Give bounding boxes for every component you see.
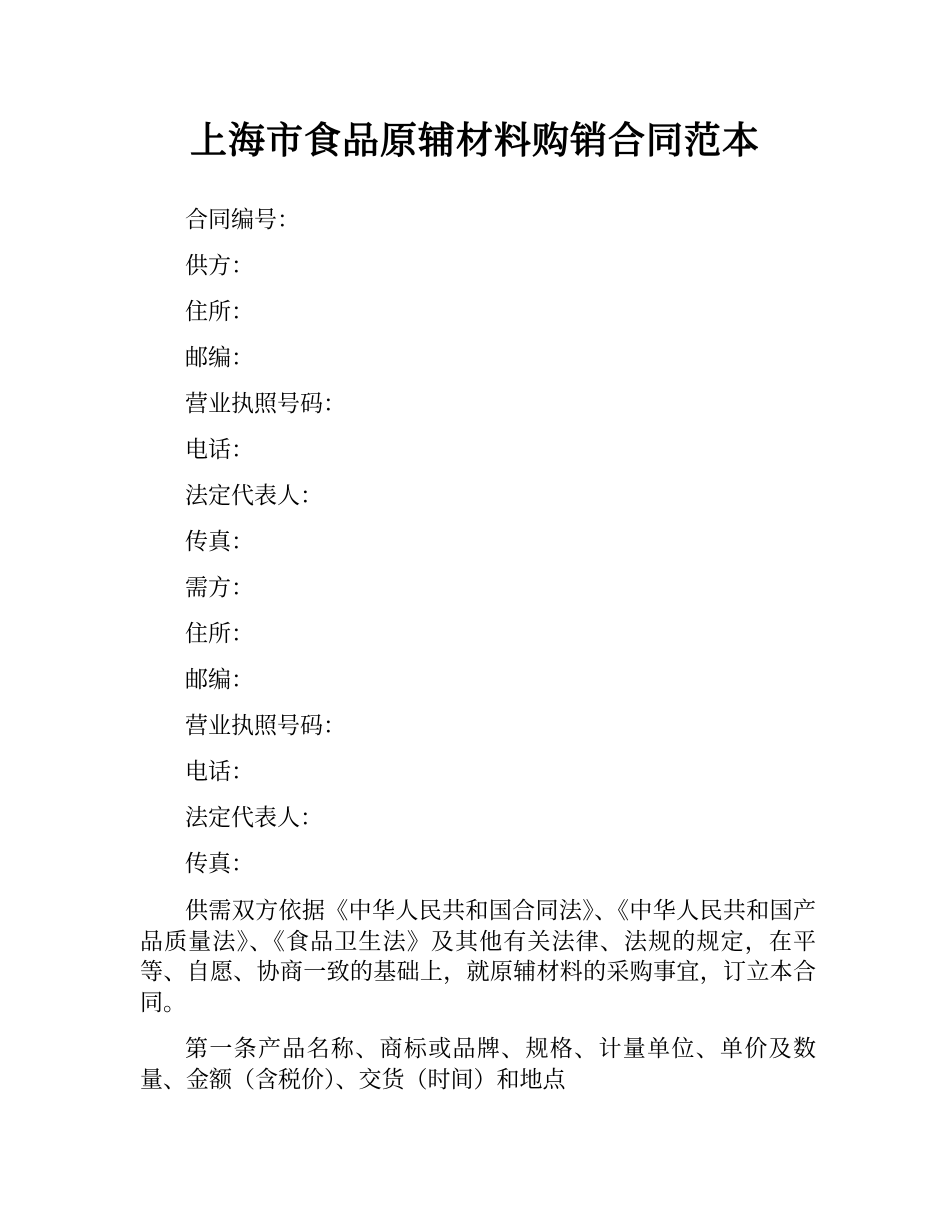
document-title: 上海市食品原辅材料购销合同范本 <box>190 119 760 162</box>
preamble-paragraph: 供需双方依据《中华人民共和国合同法》、《中华人民共和国产品质量法》、《食品卫生法》及其他有关法律、法规的规定，在平等、自愿、协商一致的基础上，就原辅材料的采购事宜，订立本合同。 <box>140 898 816 1016</box>
buyer-business-license-label: 营业执照号码： <box>185 713 346 739</box>
supplier-fax-label: 传真： <box>185 529 254 555</box>
supplier-address-label: 住所： <box>185 299 254 325</box>
contract-number-label: 合同编号： <box>185 207 300 233</box>
buyer-fax-label: 传真： <box>185 851 254 877</box>
buyer-phone-label: 电话： <box>185 759 254 785</box>
buyer-postcode-label: 邮编： <box>185 667 254 693</box>
supplier-label: 供方： <box>185 253 254 279</box>
supplier-phone-label: 电话： <box>185 437 254 463</box>
supplier-postcode-label: 邮编： <box>185 345 254 371</box>
buyer-label: 需方： <box>185 575 254 601</box>
article-one-paragraph: 第一条产品名称、商标或品牌、规格、计量单位、单价及数量、金额（含税价）、交货（时间）和地点 <box>140 1036 816 1093</box>
buyer-address-label: 住所： <box>185 621 254 647</box>
supplier-legal-representative-label: 法定代表人： <box>185 483 323 509</box>
buyer-legal-representative-label: 法定代表人： <box>185 805 323 831</box>
supplier-business-license-label: 营业执照号码： <box>185 391 346 417</box>
